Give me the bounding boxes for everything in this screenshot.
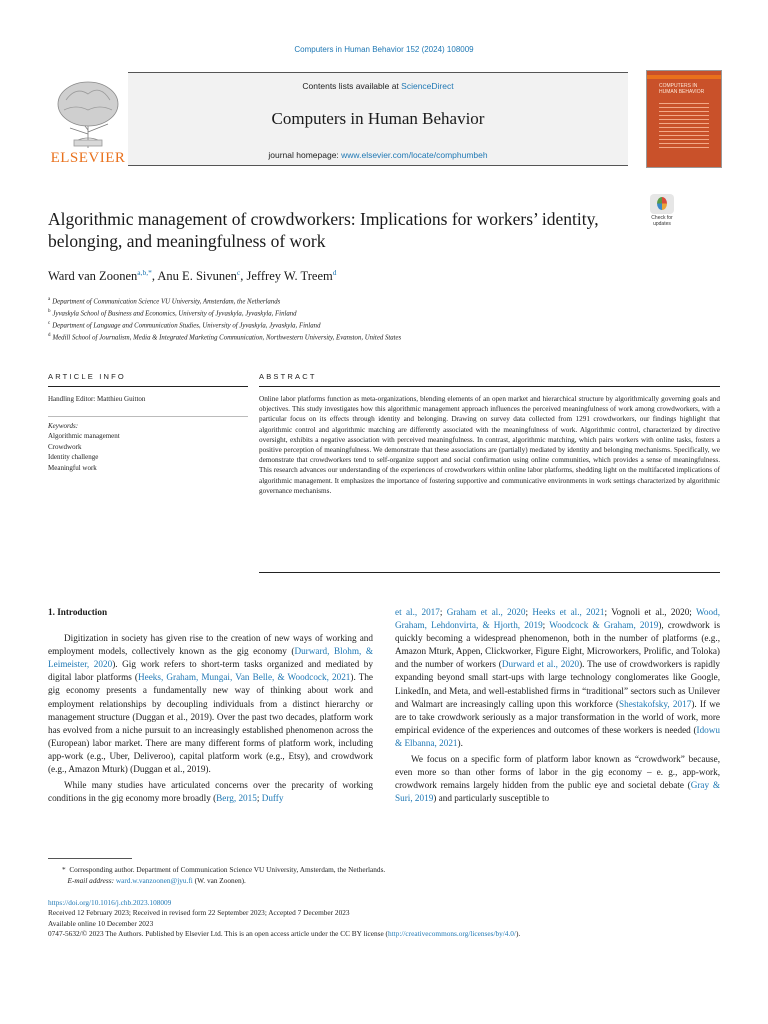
citation-link[interactable]: Idowu & Elbanna, 2021 (395, 724, 720, 748)
body-column-right (395, 606, 720, 805)
license-link[interactable]: http://creativecommons.org/licenses/by/4.0/ (388, 929, 516, 939)
license-note: 0747-5632/© 2023 The Authors. Published by Elsevier Ltd. This is an open access article under the CC BY license (http://creativecommons.org/licenses/by/4.0/). (48, 929, 521, 939)
abstract-text: Online labor platforms function as meta-organizations, blending elements of an open market and hierarchical structure by algorithmically governing goals and objectives. This study investigates how this algorithmic management approach influences the perceived meaningfulness of work among crowdworkers, with a particular focus on its effects through identity and belonging. Drawing on survey data collected from 1291 crowdworkers, our findings highlight that algorithmic control and algorithmic matching are differently associated with the meaningfulness of work. Algorithmic control, characterized by directive oversight, exhibits a negative association with perceived meaningfulness. In contrast, algorithmic matching, which pairs workers with online tasks, fosters a positive perception of meaningfulness. We demonstrate that these associations are (partially) mediated by identity and belonging mechanisms. Specifically, we demonstrate that crowdworkers tend to self-organize support and social confirmation using online communities, which provides a sense of meaningfulness. This research advances our understanding of the experiences of crowdworkers within online labor platforms, shedding light on the multifaceted implications of algorithmic management. It emphasizes the importance of fostering supportive and communicative environments in work settings characterized by algorithmic governance mechanisms. (259, 395, 720, 495)
paragraph: While many studies have articulated concerns over the precarity of working conditions in the gig economy more broadly (Berg, 2015; Duffy (48, 780, 373, 804)
divider (48, 386, 248, 387)
journal-masthead (48, 70, 720, 166)
affiliation-item: $^b$ Jyvaskyla School of Business and Economics, University of Jyvaskyla, Jyvaskyla, Finland (48, 308, 297, 318)
author-affiliation-mark[interactable]: d (332, 268, 337, 277)
email-link[interactable]: ward.w.vanzoonen@jyu.fi (115, 876, 193, 885)
footnote-mark: * (62, 865, 66, 874)
journal-header-box (128, 72, 628, 166)
citation-link[interactable]: Heeks, Graham, Mungai, Van Belle, & Woodcock, 2021 (138, 672, 351, 683)
corresponding-author-note: * Corresponding author. Department of Communication Science VU University, Amsterdam, the Netherlands. (62, 865, 386, 874)
homepage-link[interactable]: www.elsevier.com/locate/comphumbeh (341, 150, 488, 160)
citation-link[interactable]: Duffy (261, 793, 284, 804)
journal-reference-link[interactable]: Computers in Human Behavior 152 (2024) 108009 (294, 45, 474, 54)
paragraph: et al., 2017; Graham et al., 2020; Heeks et al., 2021; Vognoli et al., 2020; Wood, Graham, Lehdonvirta, & Hjorth, 2019; Woodcock & Graham, 2019), crowdwork is quickly becoming a widespread phenomenon, both in the number of platforms (e.g., Amazon Mturk, Appen, Clickworker, Figure Eight, Microworkers, Prolific, and Toloka) and the number of workers (Durward et al., 2020). The use of crowdworkers is rapidly expanding beyond small start-ups with large technology conglomerates like Google, LinkedIn, and Meta, and well-established firms in “traditional” sectors such as Unilever and Walmart are increasingly calling upon this workforce (Shestakofsky, 2017). If we are to take crowdwork seriously as a major transformation in the world of work, more empirical evidence of the experiences and outcomes of these workers is needed (Idowu & Elbanna, 2021). (395, 607, 721, 748)
affiliation-item: $^a$ Department of Communication Science VU University, Amsterdam, the Netherlands (48, 297, 281, 306)
citation-link[interactable]: et al., 2017 (395, 607, 440, 617)
journal-cover-image (646, 70, 722, 168)
contents-prefix: Contents lists available at (302, 81, 402, 91)
divider (259, 572, 720, 573)
author-name[interactable]: Jeffrey W. Treem (246, 269, 333, 284)
check-for-updates-button[interactable] (645, 194, 679, 230)
author-name[interactable]: Anu E. Sivunen (157, 269, 237, 284)
author-affiliation-mark[interactable]: a,b,* (137, 268, 152, 277)
cover-strip (647, 75, 721, 79)
paragraph: Digitization in society has given rise to the creation of new ways of working and employment models, collectively known as the gig economy (Durward, Blohm, & Leimeister, 2020). Gig work refers to short-term tasks organized and mediated by digital labor platforms (Heeks, Graham, Mungai, Van Belle, & Woodcock, 2021). The gig economy presents a fundamentally new way of thinking about work and employment relationships by decoupling individuals from a distinct hierarchy or management structure (Duggan et al., 2019). Over the past two decades, platform work has evolved from a niche pursuit to an increasingly established phenomenon across the (European) labor market. There are many different forms of platform work, including app-work (e.g., Uber, Deliveroo), capital platform work (e.g., Etsy), and crowdwork (e.g., Amazon Mturk) (Duggan et al., 2019). (48, 633, 374, 775)
email-label: E-mail address: (67, 876, 116, 885)
affiliation-item: $^c$ Department of Language and Communication Studies, University of Jyvaskyla, Jyvaskyla, Finland (48, 320, 321, 329)
publication-info (48, 898, 728, 940)
affiliation-list (48, 295, 668, 342)
doi-link[interactable]: https://doi.org/10.1016/j.chb.2023.108009 (48, 898, 172, 907)
homepage-prefix: journal homepage: (268, 150, 342, 160)
check-updates-icon (650, 194, 674, 214)
cover-text-lines (659, 103, 709, 151)
keywords-block (48, 421, 248, 473)
article-info-heading: ARTICLE INFO (48, 372, 126, 381)
check-updates-label: Check for updates (651, 215, 673, 227)
citation-link[interactable]: Berg, 2015 (216, 793, 257, 804)
cover-title: COMPUTERS IN HUMAN BEHAVIOR (659, 83, 705, 95)
handling-editor: Handling Editor: Matthieu Guitton (48, 395, 146, 403)
author-name[interactable]: Ward van Zoonen (48, 269, 138, 284)
affiliation-item: $^d$ Medill School of Journalism, Media & Integrated Marketing Communication, Northwestern University, Evanston, United States (48, 332, 402, 341)
available-online-date: Available online 10 December 2023 (48, 918, 154, 928)
elsevier-wordmark: ELSEVIER (50, 150, 126, 166)
sciencedirect-link[interactable]: ScienceDirect (401, 81, 454, 91)
citation-link[interactable]: Graham et al., 2020 (446, 607, 526, 617)
author-list: Ward van Zoonen$^{a,b,*}$, Anu E. Sivunen$^c$, Jeffrey W. Treem$^d$ (48, 268, 337, 284)
keyword-item: Meaningful work (48, 463, 97, 472)
citation-link[interactable]: Wood, Graham, Lehdonvirta, & Hjorth, 2019 (395, 607, 720, 631)
paragraph: We focus on a specific form of platform labor known as “crowdwork” because, even more so than other forms of labor in the gig economy – e. g., app-work, crowdwork remains largely hidden from the public eye and societal debate (Gray & Suri, 2019) and particularly susceptible to (395, 754, 721, 804)
section-heading: 1. Introduction (48, 607, 108, 617)
keyword-item: Identity challenge (48, 453, 99, 462)
email-note: E-mail address: ward.w.vanzoonen@jyu.fi (W. van Zoonen). (67, 876, 246, 885)
author-affiliation-mark[interactable]: c (236, 268, 241, 277)
article-title: Algorithmic management of crowdworkers: Implications for workers’ identity, belonging, and meaningfulness of work (48, 209, 599, 251)
journal-title: Computers in Human Behavior (271, 109, 485, 128)
citation-link[interactable]: Durward, Blohm, & Leimeister, 2020 (48, 646, 373, 670)
citation-link[interactable]: Gray & Suri, 2019 (395, 780, 721, 804)
contents-line (128, 81, 628, 91)
keyword-item: Algorithmic management (48, 432, 120, 441)
footnotes (48, 864, 720, 886)
footnote-divider (48, 858, 132, 859)
divider (48, 416, 248, 417)
citation-link[interactable]: Shestakofsky, 2017 (619, 698, 692, 709)
homepage-line (128, 150, 628, 160)
abstract-heading: ABSTRACT (259, 372, 317, 381)
body-column-left (48, 606, 373, 805)
citation-link[interactable]: Durward et al., 2020 (501, 659, 580, 670)
citation-link[interactable]: Heeks et al., 2021 (532, 607, 605, 617)
keywords-title: Keywords: (48, 422, 79, 430)
keyword-item: Crowdwork (48, 442, 82, 451)
citation-link[interactable]: Woodcock & Graham, 2019 (549, 620, 659, 631)
received-dates: Received 12 February 2023; Received in revised form 22 September 2023; Accepted 7 December 2023 (48, 908, 350, 918)
divider (259, 386, 720, 387)
